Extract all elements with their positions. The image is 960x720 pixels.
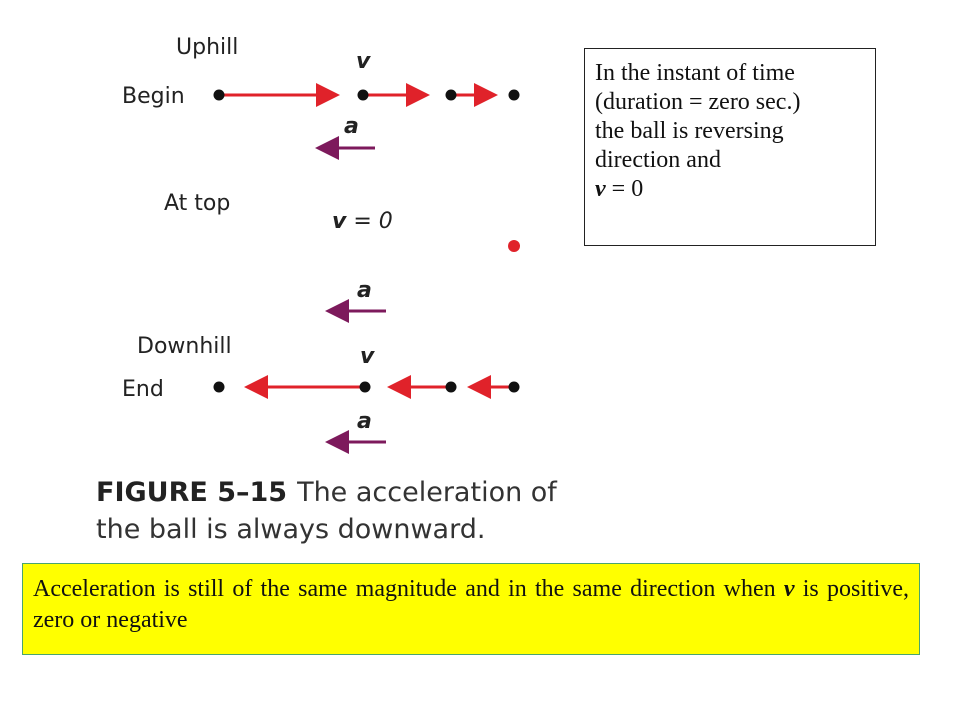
note-line-5: v = 0 [595, 176, 644, 202]
figure-number: FIGURE 5–15 [96, 477, 288, 508]
uphill-label: Uphill [176, 35, 239, 60]
ball-uphill-4 [509, 90, 520, 101]
instant-note-box [584, 48, 876, 246]
summary-text-part-2: is positive, zero or negative [33, 576, 909, 633]
velocity-symbol-downhill: v [360, 344, 375, 369]
note-velocity-symbol: v [595, 176, 606, 202]
ball-downhill-3 [446, 382, 457, 393]
note-line-3: the ball is reversing [595, 118, 784, 144]
summary-text-part-1: Acceleration is still of the same magnitude and in the same direction when [33, 576, 784, 602]
at-top-label: At top [164, 191, 231, 216]
acceleration-symbol-downhill: a [357, 409, 372, 434]
note-line-1: In the instant of time [595, 60, 795, 86]
acceleration-symbol-top: a [357, 278, 372, 303]
ball-uphill-2 [358, 90, 369, 101]
ball-uphill-1 [214, 90, 225, 101]
velocity-zero-label: v = 0 [332, 209, 393, 234]
ball-uphill-3 [446, 90, 457, 101]
figure-caption-text: The acceleration of the ball is always downward. [96, 477, 557, 545]
ball-at-top [508, 240, 520, 252]
acceleration-summary-box [22, 563, 920, 655]
note-line-2: (duration = zero sec.) [595, 89, 801, 115]
velocity-symbol-uphill: v [356, 49, 371, 74]
figure-caption [96, 474, 566, 548]
acceleration-symbol-uphill: a [344, 114, 359, 139]
ball-downhill-1 [214, 382, 225, 393]
end-label: End [122, 377, 164, 402]
begin-label: Begin [122, 84, 185, 109]
note-line-4: direction and [595, 147, 721, 173]
summary-velocity-symbol: v [783, 576, 795, 602]
ball-downhill-2 [360, 382, 371, 393]
downhill-label: Downhill [137, 334, 232, 359]
ball-downhill-4 [509, 382, 520, 393]
